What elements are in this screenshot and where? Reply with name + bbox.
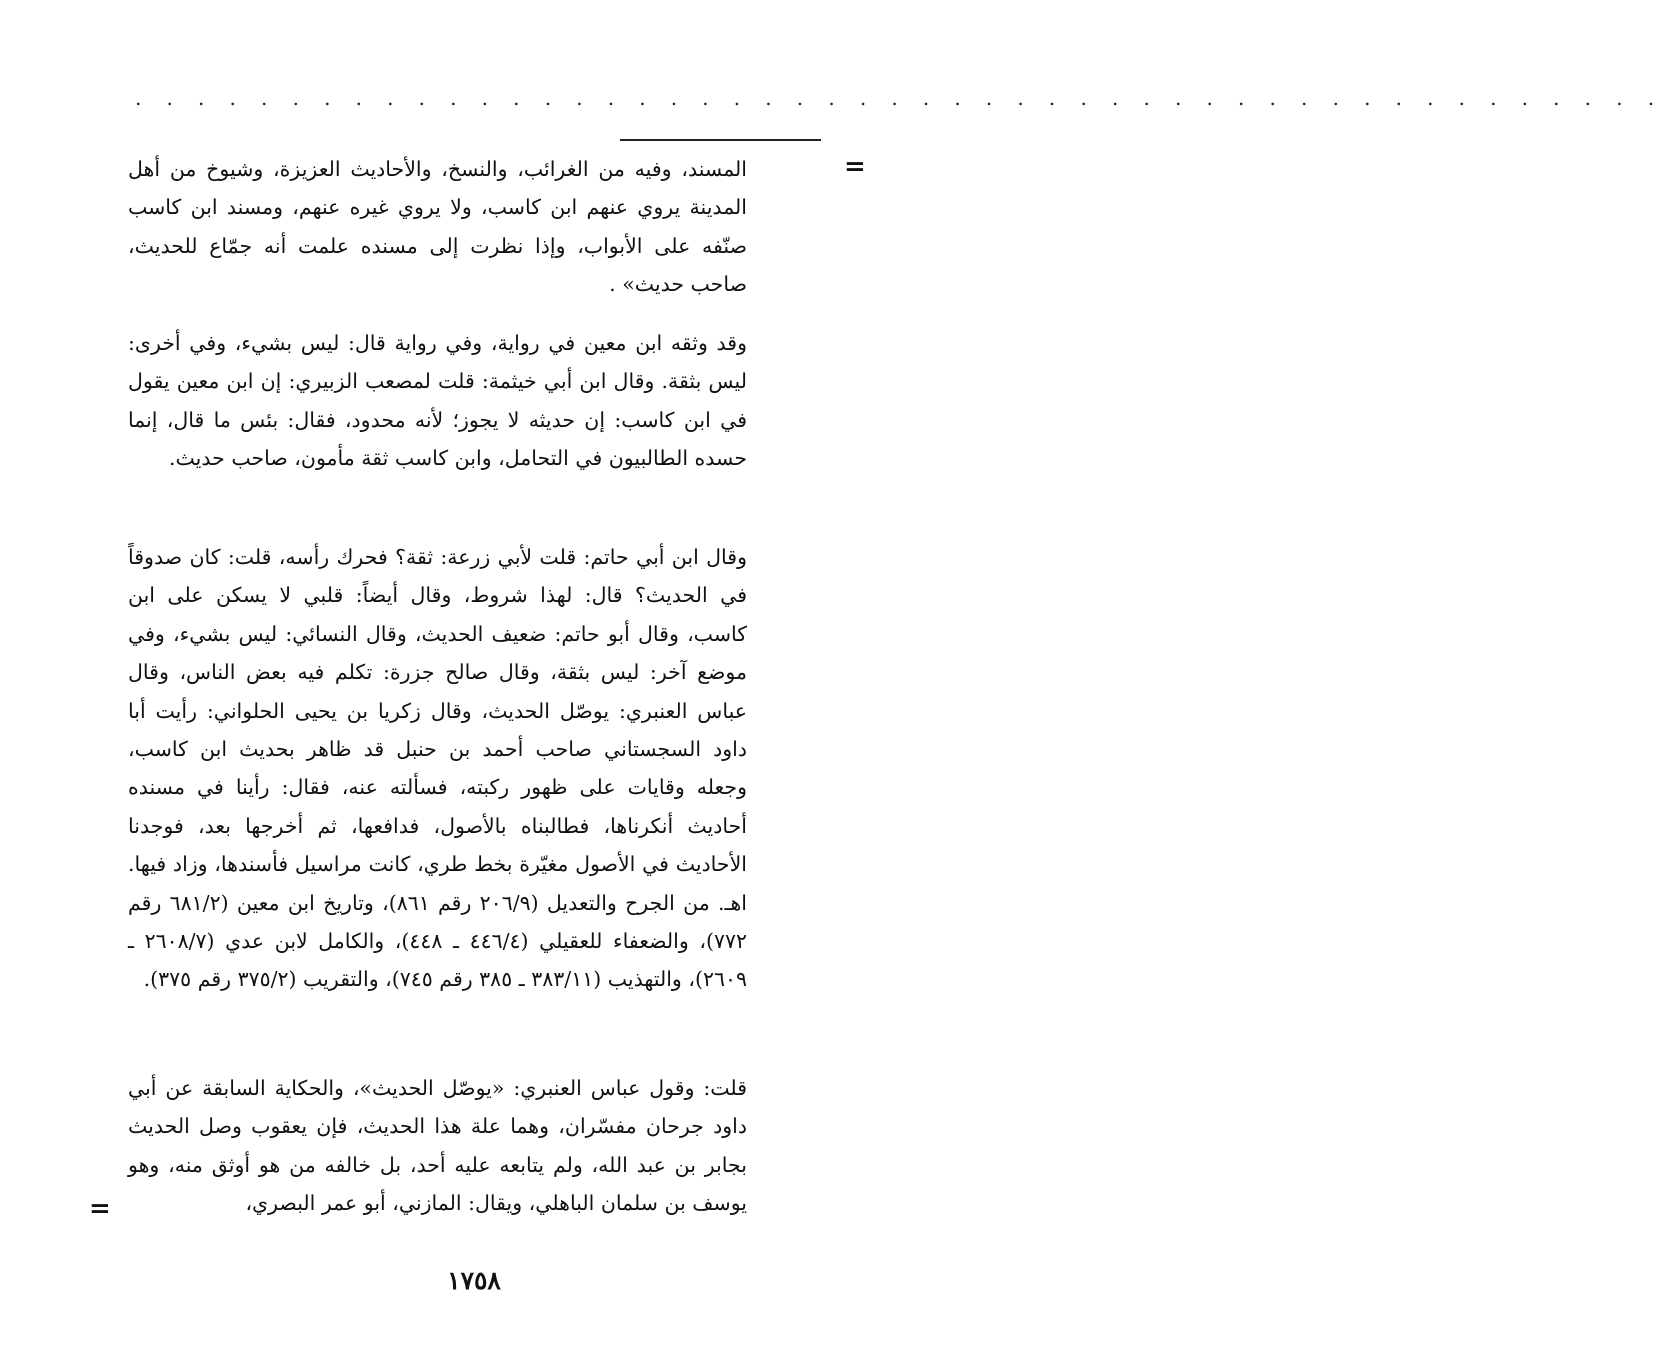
page-number: ١٧٥٨ [447,1266,501,1295]
paragraph-text: وقد وثقه ابن معين في رواية، وفي رواية قال: ليس بشيء، وفي أخرى: ليس بثقة. وقال ابن أبي خيثمة: قلت لمصعب الزبيري: إن ابن معين يقول في ابن كاسب: إن حديثه لا يجوز؛ لأنه محدود، فقال: بئس ما قال، إنما حسده الطالبيون في التحامل، وابن كاسب ثقة مأمون، صاحب حديث. [128,331,747,471]
paragraph-text: وقال ابن أبي حاتم: قلت لأبي زرعة: ثقة؟ فحرك رأسه، قلت: كان صدوقاً في الحديث؟ قال: لهذا شروط، وقال أيضاً: قلبي لا يسكن على ابن كاسب، وقال أبو حاتم: ضعيف الحديث، وقال النسائي: ليس بشيء، وفي موضع آخر: ليس بثقة، وقال صالح جزرة: تكلم فيه بعض الناس، وقال عباس العنبري: يوصّل الحديث، وقال زكريا بن يحيى الحلواني: رأيت أبا داود السجستاني صاحب أحمد بن حنبل قد ظاهر بحديث ابن كاسب، وجعله وقايات على ظهور ركبته، فسألته عنه، فقال: رأينا في مسنده أحاديث أنكرناها، فطالبناه بالأصول، فدافعها، ثم أخرجها بعد، فوجدنا الأحاديث في الأصول مغيّرة بخط طري، كانت مراسيل فأسندها، وزاد فيها. اهـ. من الجرح والتعديل (٢٠٦/٩ رقم ٨٦١)، وتاريخ ابن معين (٦٨١/٢ رقم ٧٧٢)، والضعفاء للعقيلي (٤٤٦/٤ ـ ٤٤٨)، والكامل لابن عدي (٢٦٠٨/٧ ـ ٢٦٠٩)، والتهذيب (٣٨٣/١١ ـ ٣٨٥ رقم ٧٤٥)، والتقريب (٣٧٥/٢ رقم ٣٧٥). [128,545,747,992]
paragraph-text: المسند، وفيه من الغرائب، والنسخ، والأحاديث العزيزة، وشيوخ من أهل المدينة يروي عنهم ابن كاسب، ولا يروي غيره عنهم، ومسند ابن كاسب صنّفه على الأبواب، وإذا نظرت إلى مسنده علمت أنه جمّاع للحديث، صاحب حديث» . [128,157,747,297]
paragraph-4 [128,1069,747,1223]
dotted-header-rule: . . . . . . . . . . . . . . . . . . . . . . . . . . . . . . . . . . . . . . . . . . . . . . . . . [135,86,1663,110]
paragraph-text: قلت: وقول عباس العنبري: «يوصّل الحديث»، والحكاية السابقة عن أبي داود جرحان مفسّران، وهما علة هذا الحديث، فإن يعقوب وصل الحديث بجابر بن عبد الله، ولم يتابعه عليه أحد، بل خالفه من هو أوثق منه، وهو يوسف بن سلمان الباهلي، ويقال: المازني، أبو عمر البصري، [128,1076,747,1216]
continuation-mark-bottom: = [89,1194,111,1224]
paragraph-2 [128,324,747,478]
paragraph-1 [128,150,747,304]
footnote-separator-rule [620,139,821,141]
continuation-mark-top: = [844,152,866,182]
paragraph-3 [128,538,747,999]
